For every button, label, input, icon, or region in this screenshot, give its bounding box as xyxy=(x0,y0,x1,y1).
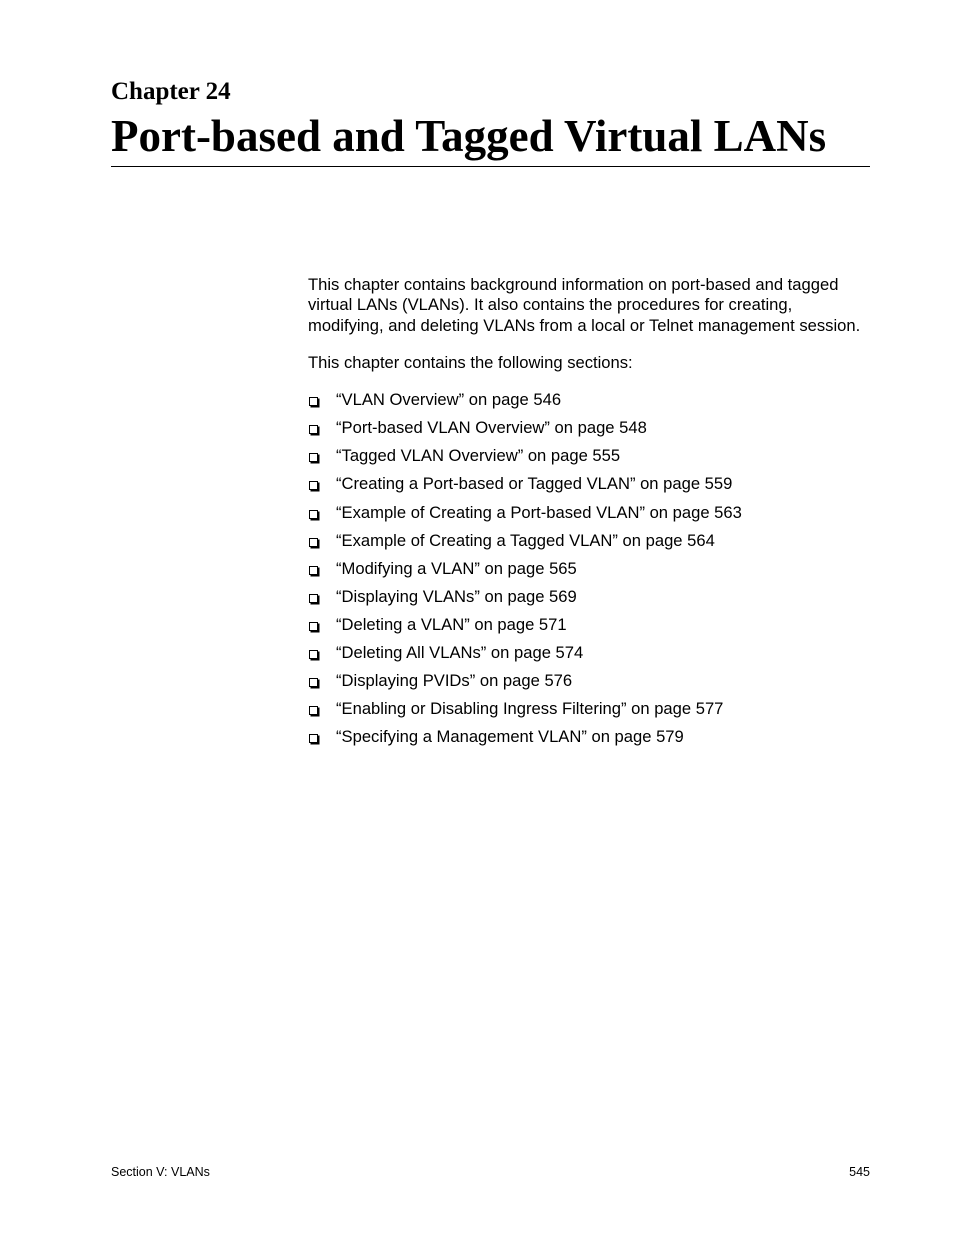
section-reference-link[interactable]: “Displaying VLANs” on page 569 xyxy=(336,586,577,606)
section-list-item xyxy=(308,418,868,446)
checkbox-bullet-icon xyxy=(309,566,318,575)
footer-section-name: Section V: VLANs xyxy=(111,1165,210,1179)
checkbox-bullet-icon xyxy=(309,678,318,687)
section-reference-link[interactable]: “Displaying PVIDs” on page 576 xyxy=(336,671,573,691)
section-reference-link[interactable]: “Example of Creating a Port-based VLAN” on page 563 xyxy=(336,502,742,522)
section-reference-link[interactable]: “Modifying a VLAN” on page 565 xyxy=(336,558,577,578)
chapter-content xyxy=(308,275,868,755)
checkbox-bullet-icon xyxy=(309,538,318,547)
checkbox-bullet-icon xyxy=(309,706,318,715)
section-reference-link[interactable]: “Specifying a Management VLAN” on page 579 xyxy=(336,727,684,747)
chapter-label: Chapter 24 xyxy=(111,78,231,105)
checkbox-bullet-icon xyxy=(309,481,318,490)
sections-lead-in: This chapter contains the following sections: xyxy=(308,352,633,372)
section-reference-link[interactable]: “Port-based VLAN Overview” on page 548 xyxy=(336,418,647,438)
section-list-item xyxy=(308,587,868,615)
checkbox-bullet-icon xyxy=(309,734,318,743)
section-reference-link[interactable]: “Example of Creating a Tagged VLAN” on page 564 xyxy=(336,530,715,550)
checkbox-bullet-icon xyxy=(309,594,318,603)
checkbox-bullet-icon xyxy=(309,650,318,659)
section-reference-link[interactable]: “VLAN Overview” on page 546 xyxy=(336,390,562,410)
section-reference-link[interactable]: “Deleting All VLANs” on page 574 xyxy=(336,643,584,663)
section-reference-link[interactable]: “Enabling or Disabling Ingress Filtering” on page 577 xyxy=(336,699,724,719)
section-list xyxy=(308,390,868,755)
title-rule xyxy=(111,166,870,167)
chapter-title: Port-based and Tagged Virtual LANs xyxy=(111,111,827,161)
section-list-item xyxy=(308,474,868,502)
checkbox-bullet-icon xyxy=(309,510,318,519)
checkbox-bullet-icon xyxy=(309,622,318,631)
checkbox-bullet-icon xyxy=(309,397,318,406)
checkbox-bullet-icon xyxy=(309,453,318,462)
section-list-item xyxy=(308,446,868,474)
section-list-item xyxy=(308,727,868,755)
section-reference-link[interactable]: “Deleting a VLAN” on page 571 xyxy=(336,614,567,634)
section-list-item xyxy=(308,671,868,699)
intro-paragraph: This chapter contains background information on port-based and tagged virtual LANs (VLANs). It also contains the procedures for creating, modifying, and deleting VLANs from a local or Telnet management session. xyxy=(308,275,861,335)
section-list-item xyxy=(308,390,868,418)
section-list-item xyxy=(308,503,868,531)
section-reference-link[interactable]: “Tagged VLAN Overview” on page 555 xyxy=(336,446,621,466)
section-list-item xyxy=(308,531,868,559)
section-list-item xyxy=(308,559,868,587)
checkbox-bullet-icon xyxy=(309,425,318,434)
section-list-item xyxy=(308,615,868,643)
section-reference-link[interactable]: “Creating a Port-based or Tagged VLAN” on page 559 xyxy=(336,474,733,494)
section-list-item xyxy=(308,643,868,671)
section-list-item xyxy=(308,699,868,727)
footer-page-number: 545 xyxy=(849,1165,870,1179)
